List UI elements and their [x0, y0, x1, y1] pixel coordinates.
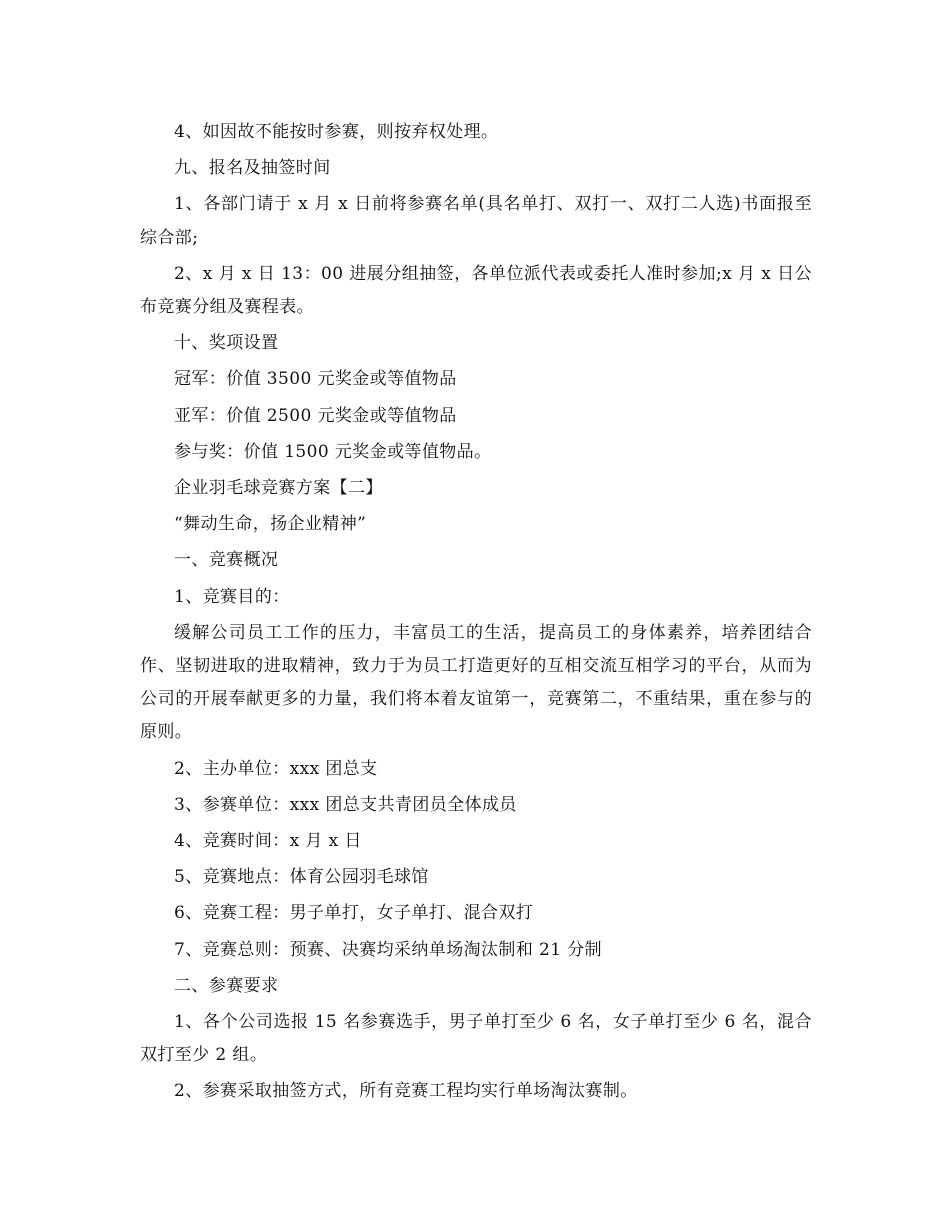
paragraph: 2、参赛采取抽签方式，所有竞赛工程均实行单场淘汰赛制。	[174, 1081, 638, 1102]
paragraph: 4、竞赛时间：x 月 x 日	[174, 831, 362, 852]
paragraph: 3、参赛单位：xxx 团总支共青团员全体成员	[174, 794, 517, 815]
paragraph: 1、各个公司选报 15 名参赛选手，男子单打至少 6 名，女子单打至少 6 名，混合双打至少 2 组。	[140, 1012, 812, 1066]
paragraph: 1、各部门请于 x 月 x 日前将参赛名单(具名单打、双打一、双打二人选)书面报至综合部;	[140, 194, 812, 248]
paragraph: 5、竞赛地点：体育公园羽毛球馆	[174, 867, 429, 888]
document-title: 企业羽毛球竞赛方案【二】	[174, 478, 383, 499]
paragraph: 缓解公司员工工作的压力，丰富员工的生活，提高员工的身体素养，培养团结合作、坚韧进取的进取精神，致力于为员工打造更好的互相交流互相学习的平台，从而为公司的开展奉献更多的力量，我们将本着友谊第一，竞赛第二，不重结果，重在参与的原则。	[140, 622, 812, 743]
paragraph: 参与奖：价值 1500 元奖金或等值物品。	[174, 441, 492, 462]
paragraph: 7、竞赛总则：预赛、决赛均采纳单场淘汰制和 21 分制	[174, 939, 603, 960]
document-body	[140, 116, 812, 1112]
section-heading: 一、竞赛概况	[174, 550, 279, 571]
section-heading: 二、参赛要求	[174, 975, 279, 996]
paragraph: 4、如因故不能按时参赛，则按弃权处理。	[174, 122, 499, 142]
paragraph: 2、主办单位：xxx 团总支	[174, 758, 378, 779]
paragraph: 亚军：价值 2500 元奖金或等值物品	[174, 405, 457, 426]
paragraph: 1、竞赛目的：	[174, 586, 290, 607]
paragraph: 6、竞赛工程：男子单打，女子单打、混合双打	[174, 903, 534, 924]
slogan: “舞动生命，扬企业精神”	[174, 514, 367, 535]
section-heading: 十、奖项设置	[174, 333, 279, 354]
paragraph: 2、x 月 x 日 13：00 进展分组抽签，各单位派代表或委托人准时参加;x 月 x 日公布竞赛分组及赛程表。	[140, 263, 812, 318]
paragraph: 冠军：价值 3500 元奖金或等值物品	[174, 369, 457, 390]
section-heading: 九、报名及抽签时间	[174, 158, 331, 179]
